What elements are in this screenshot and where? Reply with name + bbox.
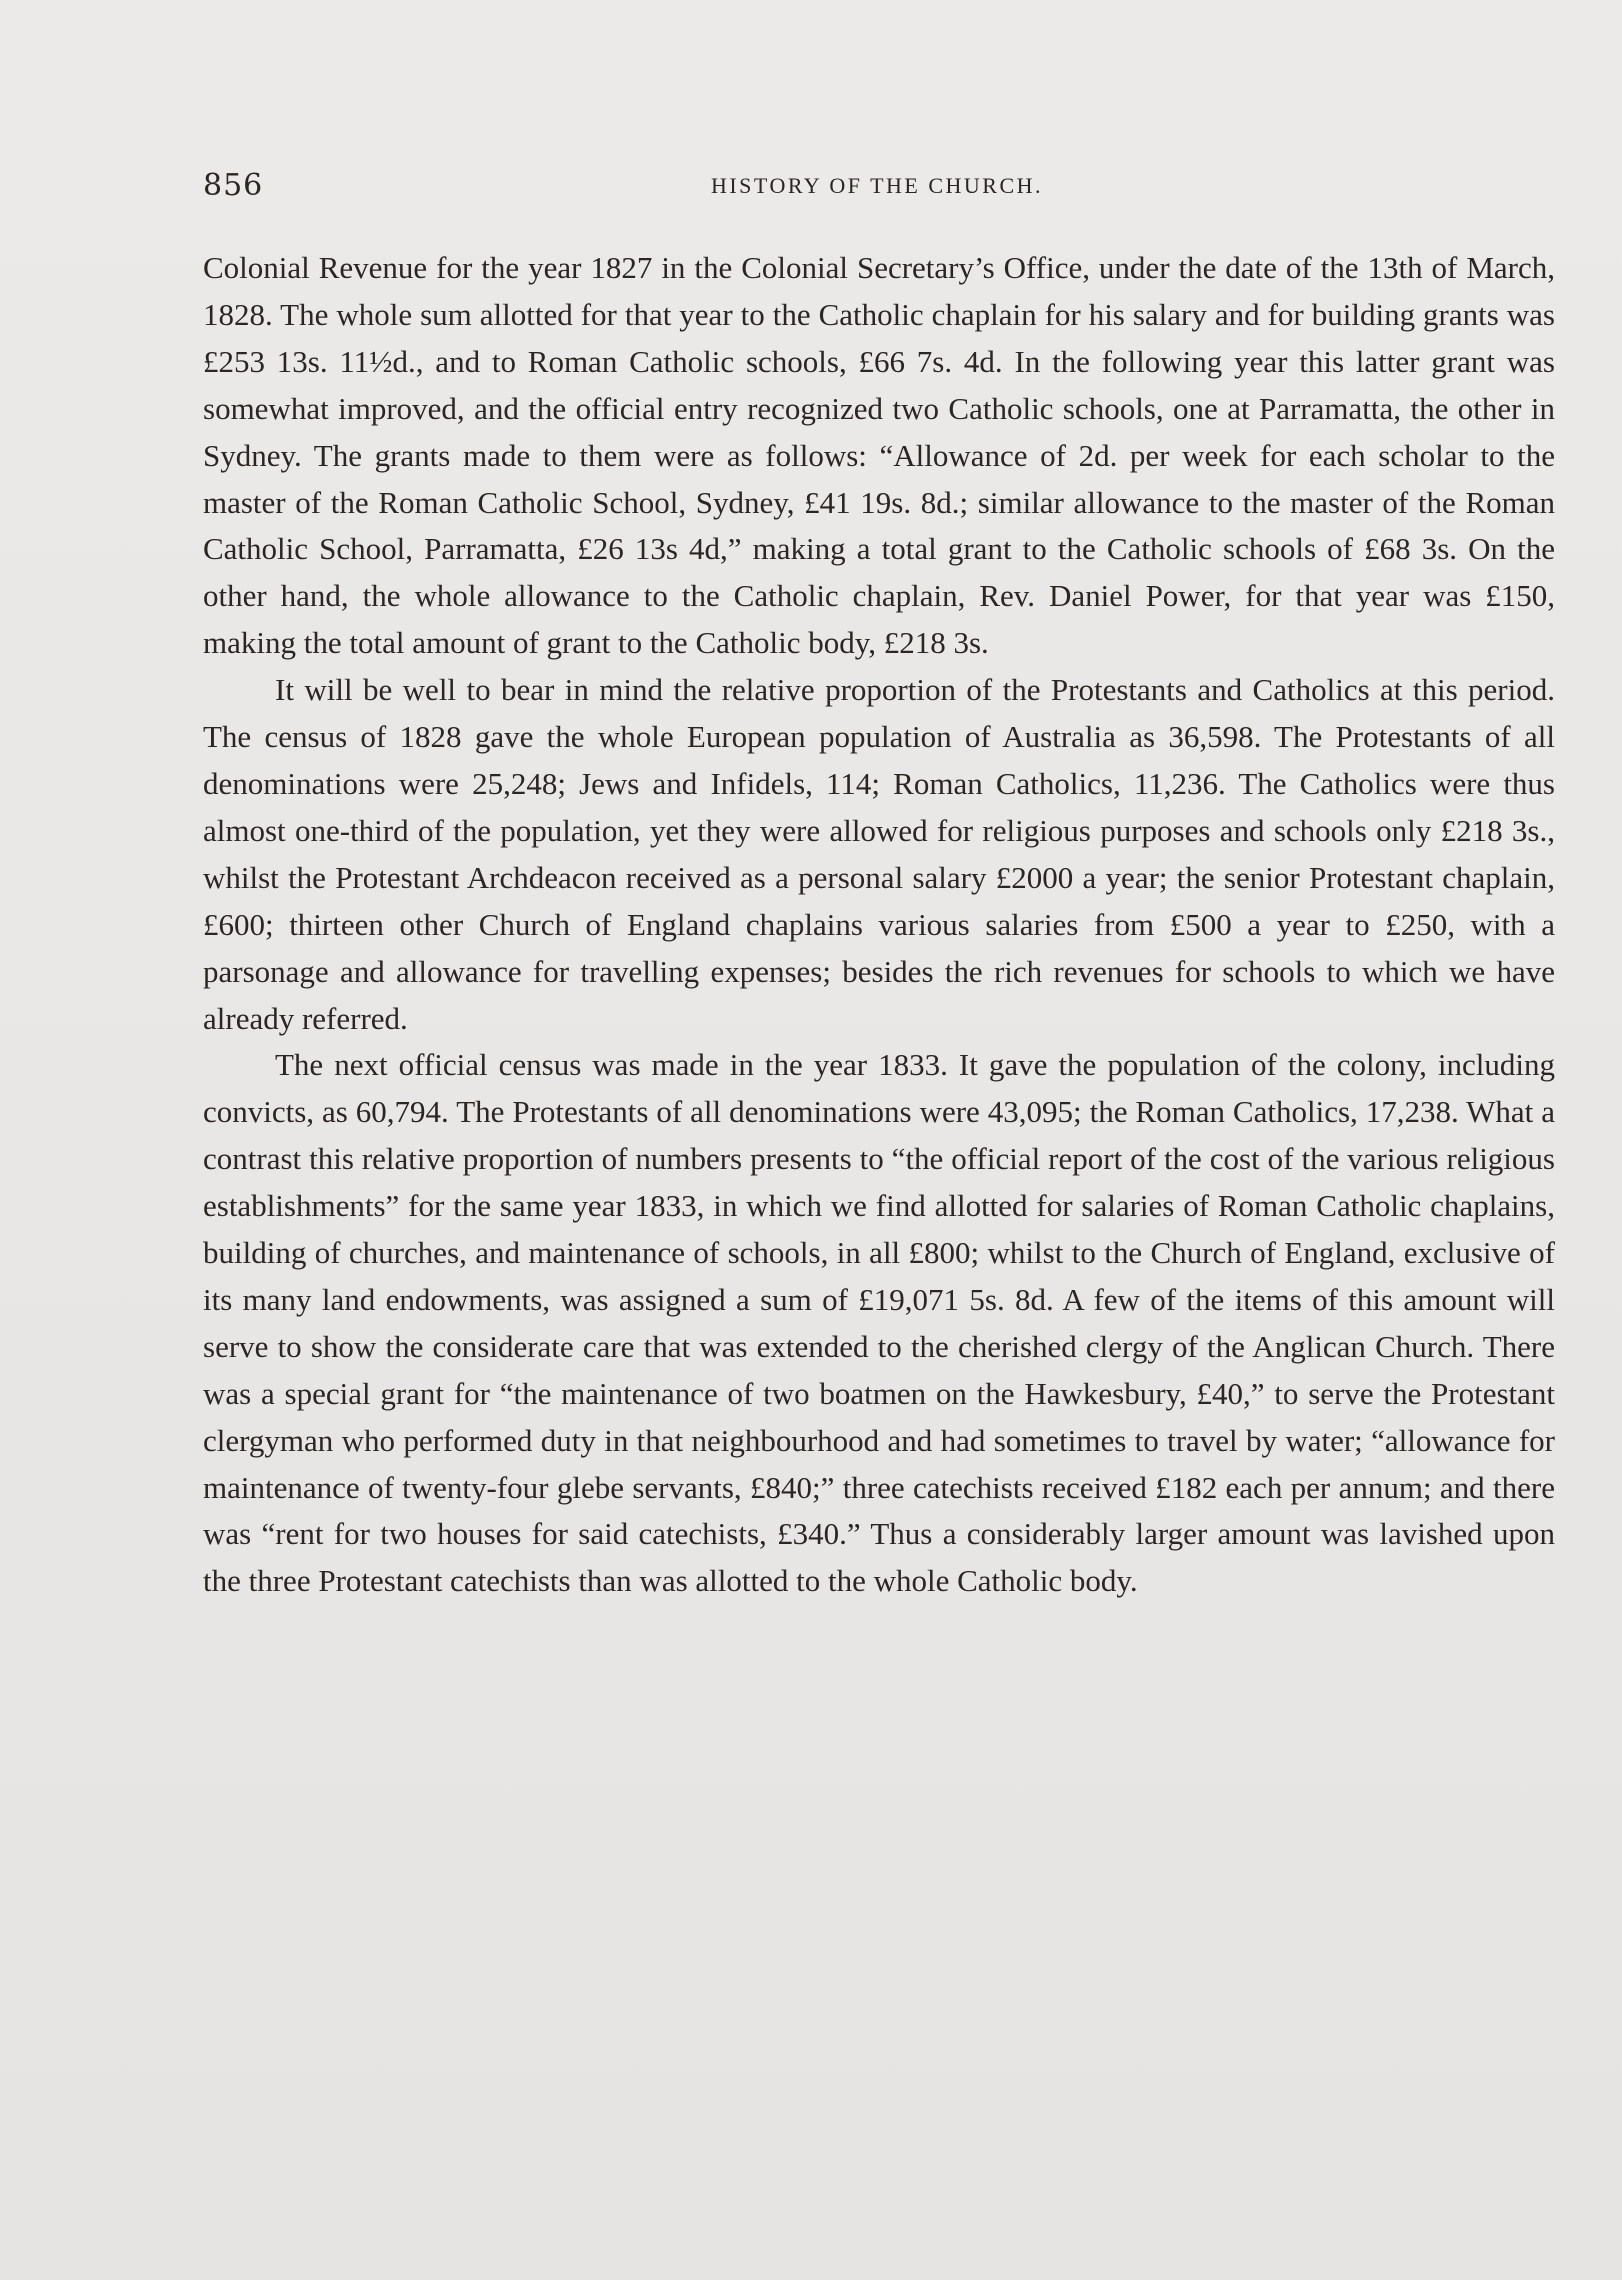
page-header [203, 168, 1551, 208]
page-number: 856 [203, 168, 264, 203]
paragraph-continued: Colonial Revenue for the year 1827 in the Colonial Secretary’s Office, under the date of the 13th of March, 1828. The whole sum allotted for that year to the Catholic chaplain for his salary and for building grants was £253 13s. 11½d., and to Roman Catholic schools, £66 7s. 4d. In the following year this latter grant was somewhat improved, and the official entry recognized two Catholic schools, one at Parramatta, the other in Sydney. The grants made to them were as follows: “Allowance of 2d. per week for each scholar to the master of the Roman Catholic School, Sydney, £41 19s. 8d.; similar allowance to the master of the Roman Catholic School, Parramatta, £26 13s 4d,” making a total grant to the Catholic schools of £68 3s. On the other hand, the whole allowance to the Catholic chaplain, Rev. Daniel Power, for that year was £150, making the total amount of grant to the Catholic body, £218 3s. [203, 250, 1555, 661]
paragraph-relative-proportion: It will be well to bear in mind the relative proportion of the Protestants and Catholics at this period. The census of 1828 gave the whole European population of Australia as 36,598. The Protestants of all denominations were 25,248; Jews and Infidels, 114; Roman Catholics, 11,236. The Catholics were thus almost one-third of the population, yet they were allowed for religious purposes and schools only £218 3s., whilst the Protestant Archdeacon received as a personal salary £2000 a year; the senior Protestant chaplain, £600; thirteen other Church of England chaplains various salaries from £500 a year to £250, with a parsonage and allowance for travelling expenses; besides the rich revenues for schools to which we have already referred. [203, 672, 1555, 1036]
body-text [203, 245, 1555, 1605]
paragraph-census-1833: The next official census was made in the year 1833. It gave the population of the colony, including convicts, as 60,794. The Protestants of all denominations were 43,095; the Roman Catholics, 17,238. What a contrast this relative proportion of numbers presents to “the official report of the cost of the various religious establishments” for the same year 1833, in which we find allotted for salaries of Roman Catholic chaplains, building of churches, and maintenance of schools, in all £800; whilst to the Church of England, exclusive of its many land endowments, was assigned a sum of £19,071 5s. 8d. A few of the items of this amount will serve to show the considerate care that was extended to the cherished clergy of the Anglican Church. There was a special grant for “the maintenance of two boatmen on the Hawkesbury, £40,” to serve the Protestant clergyman who performed duty in that neighbourhood and had sometimes to travel by water; “allowance for maintenance of twenty-four glebe servants, £840;” three catechists received £182 each per annum; and there was “rent for two houses for said catechists, £340.” Thus a considerably larger amount was lavished upon the three Protestant catechists than was allotted to the whole Catholic body. [203, 1047, 1555, 1599]
running-title: HISTORY OF THE CHURCH. [710, 173, 1044, 198]
